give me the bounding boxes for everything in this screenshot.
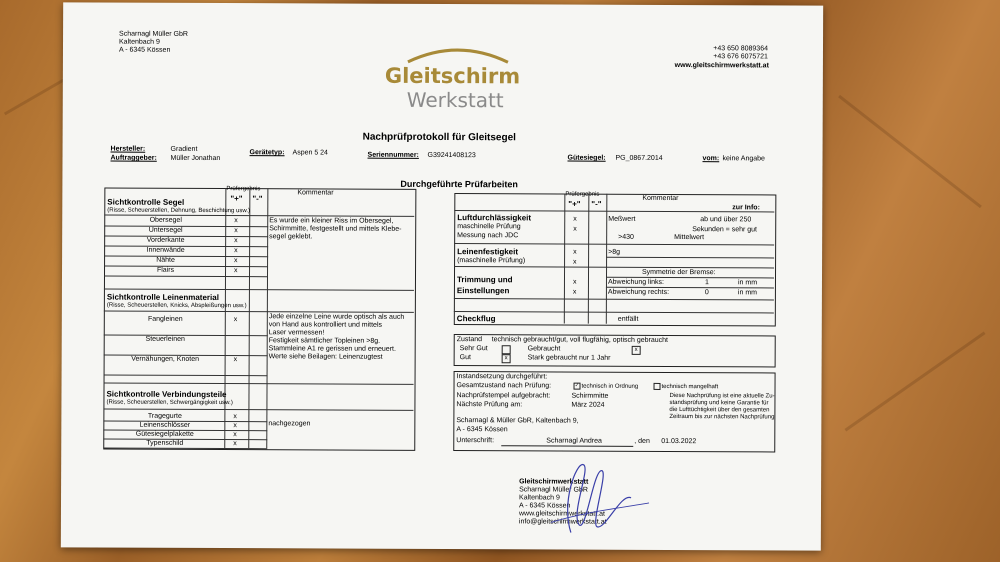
leinen-row-label: Steuerleinen (145, 335, 185, 343)
verbindung-subtitle: (Risse, Scheuerstellen, Schwergängigkeit usw.) (106, 399, 233, 407)
stamp-line: Kaltenbach 9 (519, 494, 560, 502)
stamp-line: Gleitschirmwerkstatt (519, 478, 589, 486)
luft-sek: Sekunden = sehr gut (692, 226, 758, 234)
gebraucht-checkbox: x (632, 346, 641, 355)
unterschrift-label: Unterschrift: (456, 437, 495, 445)
verbindung-row-label: Typenschild (146, 439, 184, 447)
segel-row-mark: x (234, 247, 238, 255)
trimmung-title-1: Trimmung und (456, 275, 513, 285)
verbindung-row-mark: x (233, 440, 237, 448)
col-kommentar: Kommentar (297, 189, 334, 197)
note-line: Diese Nachprüfung ist eine aktuelle Zu- (669, 392, 775, 400)
guetesiegel-value: PG_0867.2014 (615, 154, 663, 162)
leinen-row-mark: x (233, 356, 238, 364)
leinen-comment (269, 313, 405, 362)
unterschrift-name: Scharnagl Andrea (546, 437, 602, 445)
zur-info: zur Info: (732, 204, 760, 212)
leinen-comment-line: von Hand aus kontrolliert und mittels (268, 321, 383, 329)
wood-seam (845, 332, 986, 432)
abweichung-links-unit: in mm (737, 279, 758, 287)
guetesiegel-label: Gütesiegel: (567, 154, 606, 162)
section-title: Durchgeführte Prüfarbeiten (400, 178, 518, 190)
luft-mark-2: x (573, 225, 577, 233)
verbindung-row-mark: x (233, 422, 237, 430)
stamp-line: info@gleitschirmwerkstatt.at (518, 518, 607, 526)
leinen-comment-line: Jede einzelne Leine wurde optisch als auch (268, 313, 405, 321)
verbindung-row-mark: x (233, 431, 237, 439)
segel-row-mark: x (234, 257, 238, 265)
firm-line-2: A - 6345 Kössen (456, 426, 508, 434)
leinenfestigkeit-mark-2: x (573, 258, 577, 266)
hersteller-label: Hersteller: (110, 145, 146, 153)
note-line: Zeitraum bis zur nächsten Nachprüfung (669, 413, 775, 421)
website: www.gleitschirmwerkstatt.at (674, 62, 769, 70)
checkflug-label: Checkflug (456, 314, 496, 324)
firm-line-1: Scharnagl & Müller GbR, Kaltenbach 9, (456, 417, 579, 425)
contact-block (683, 45, 768, 61)
vom-label: vom: (702, 155, 720, 163)
phone-2: +43 676 6075721 (713, 53, 768, 61)
luft-value: >430 (618, 233, 634, 241)
verbindung-comment: nachgezogen (268, 420, 311, 428)
col-pruefergebnis: Prüfergebnis (226, 186, 261, 193)
leinen-comment-line: Stammleine A1 re gerissen und erneuert. (268, 345, 396, 353)
stamp-line: A - 6345 Kössen (518, 502, 571, 510)
company-city: A - 6345 Kössen (118, 46, 171, 54)
luft-sub2: Messung nach JDC (457, 232, 519, 240)
luft-messwert: Meßwert (608, 215, 636, 223)
zustand-stark: Stark gebraucht nur 1 Jahr (527, 354, 611, 362)
leinenfestigkeit-mark-1: x (573, 248, 577, 256)
instand-title: Instandsetzung durchgeführt: (456, 373, 548, 381)
document-title: Nachprüfprotokoll für Gleitsegel (362, 131, 516, 144)
zustand-header: technisch gebraucht/gut, voll flugfähig, optisch gebraucht (491, 336, 669, 344)
segel-row-label: Obersegel (149, 216, 182, 224)
segel-comment (269, 217, 401, 242)
vom-value: keine Angabe (722, 155, 765, 163)
logo-line-2: Werkstatt (406, 87, 504, 113)
trimmung-mark-2: x (572, 288, 577, 296)
luft-sub1: maschinelle Prüfung (457, 223, 521, 231)
zustand-gebraucht: Gebraucht (527, 345, 561, 353)
col-minus-right: "-" (591, 199, 602, 209)
abweichung-rechts-value: 0 (704, 289, 709, 297)
wood-seam (4, 78, 66, 116)
abweichung-rechts-label: Abweichung rechts: (607, 288, 670, 296)
luft-range: ab und über 250 (700, 216, 752, 224)
auftraggeber-label: Auftraggeber: (110, 154, 157, 162)
company-address (119, 31, 188, 55)
note-line: die Lufttüchtigkeit über den gesamten (669, 406, 770, 414)
inspection-protocol-sheet (61, 2, 823, 550)
stempel-label: Nachprüfstempel aufgebracht: (456, 392, 551, 400)
leinen-comment-line: Laser vermessen! (268, 329, 325, 337)
leinen-row-label: Vernähungen, Knoten (131, 355, 200, 363)
date-value: 01.03.2022 (661, 437, 697, 446)
zustand-gut: Gut (459, 354, 471, 362)
handwritten-signature-icon (531, 452, 651, 538)
gesamt-label: Gesamtzustand nach Prüfung: (456, 382, 552, 390)
sehr-gut-checkbox (502, 345, 511, 354)
company-street: Kaltenbach 9 (119, 38, 160, 46)
seriennummer-label: Seriennummer: (367, 151, 419, 159)
leinenfestigkeit-title: Leinenfestigkeit (457, 247, 519, 257)
col-pruefergebnis-right: Prüfergebnis (565, 191, 600, 198)
segel-row-label: Innenwände (146, 246, 185, 254)
segel-comment-line: Schirmmitte, festgestellt und mittels Klebe- (269, 225, 402, 233)
phone-1: +43 650 8089364 (713, 45, 769, 53)
segel-title: Sichtkontrolle Segel (107, 197, 185, 207)
geraetetyp-value: Aspen 5 24 (292, 149, 328, 157)
gut-checkbox: x (502, 354, 511, 363)
opt1-label: technisch in Ordnung (581, 383, 639, 390)
abweichung-rechts-unit: in mm (737, 289, 758, 297)
luft-mark-1: x (573, 215, 577, 223)
next-check-label: Nächste Prüfung am: (456, 401, 523, 409)
leinenfestigkeit-sub: (maschinelle Prüfung) (457, 257, 526, 265)
den-label: , den (634, 437, 650, 445)
disclaimer-note (669, 393, 774, 421)
abweichung-links-label: Abweichung links: (607, 278, 665, 286)
verbindung-title: Sichtkontrolle Verbindungsteile (106, 389, 227, 400)
stamp-line: Scharnagl Müller GbR (519, 486, 588, 494)
leinen-row-label: Fangleinen (147, 315, 183, 323)
segel-row-mark: x (234, 227, 238, 235)
segel-row-label: Vorderkante (146, 236, 185, 244)
stamp-line: www.gleitschirmwerkstatt.at (518, 510, 605, 518)
verbindung-row-label: Gütesiegelplakette (135, 430, 194, 438)
segel-row-label: Nähte (156, 256, 175, 264)
next-check-value: März 2024 (571, 401, 605, 409)
segel-comment-line: segel geklebt. (269, 233, 313, 241)
trimmung-title-2: Einstellungen (456, 286, 510, 296)
verbindung-row-label: Leinenschlösser (139, 421, 191, 429)
seriennummer-value: G39241408123 (427, 151, 476, 160)
col-plus-right: "+" (568, 199, 581, 209)
col-minus: "-" (252, 194, 263, 204)
geraetetyp-label: Gerätetyp: (249, 149, 285, 157)
symmetrie-label: Symmetrie der Bremse: (642, 268, 716, 277)
segel-subtitle: (Risse, Scheuerstellen, Dehnung, Beschichtung usw.) (107, 207, 251, 215)
trimmung-mark-1: x (572, 278, 577, 286)
checkflug-value: entfällt (617, 315, 639, 323)
wood-seam (838, 95, 982, 208)
col-kommentar-right: Kommentar (642, 194, 679, 203)
segel-row-mark: x (234, 217, 238, 225)
leinen-subtitle: (Risse, Scheuerstellen, Knicks, Abspleißungen usw.) (106, 302, 247, 310)
col-plus: "+" (230, 194, 243, 204)
verbindung-row-label: Tragegurte (147, 412, 182, 420)
logo-arc-icon (403, 42, 513, 64)
leinen-comment-line: Werte siehe Beilagen: Leinenzugtest (268, 353, 383, 361)
stempel-value: Schirmmitte (571, 392, 609, 400)
logo-line-1: Gleitschirm (384, 63, 521, 89)
zustand-label: Zustand (456, 336, 483, 344)
zustand-sehr-gut: Sehr Gut (459, 345, 488, 353)
abweichung-links-value: 1 (704, 279, 709, 287)
segel-row-label: Flairs (156, 266, 175, 274)
leinen-row-mark: x (233, 316, 238, 324)
company-name: Scharnagl Müller GbR (119, 30, 188, 38)
segel-row-label: Untersegel (148, 226, 183, 234)
leinen-title: Sichtkontrolle Leinenmaterial (106, 292, 219, 303)
segel-row-mark: x (234, 267, 238, 275)
opt2-label: technisch mangelhaft (661, 383, 719, 391)
verbindung-row-mark: x (233, 413, 237, 421)
segel-comment-line: Es wurde ein kleiner Riss im Obersegel, (269, 217, 394, 225)
opt1-checkbox: ✓ (574, 382, 580, 389)
luft-mittelwert: Mittelwert (674, 234, 705, 242)
segel-row-mark: x (234, 237, 238, 245)
leinen-comment-line: Festigkeit sämtlicher Topleinen >8g. (268, 337, 381, 345)
leinenfestigkeit-value: >8g (608, 248, 620, 256)
auftraggeber-value: Müller Jonathan (170, 154, 221, 163)
luft-title: Luftdurchlässigkeit (457, 213, 532, 223)
opt2-checkbox (654, 383, 661, 390)
hersteller-value: Gradient (170, 145, 198, 153)
note-line: standsprüfung und keine Garantie für (669, 399, 769, 407)
